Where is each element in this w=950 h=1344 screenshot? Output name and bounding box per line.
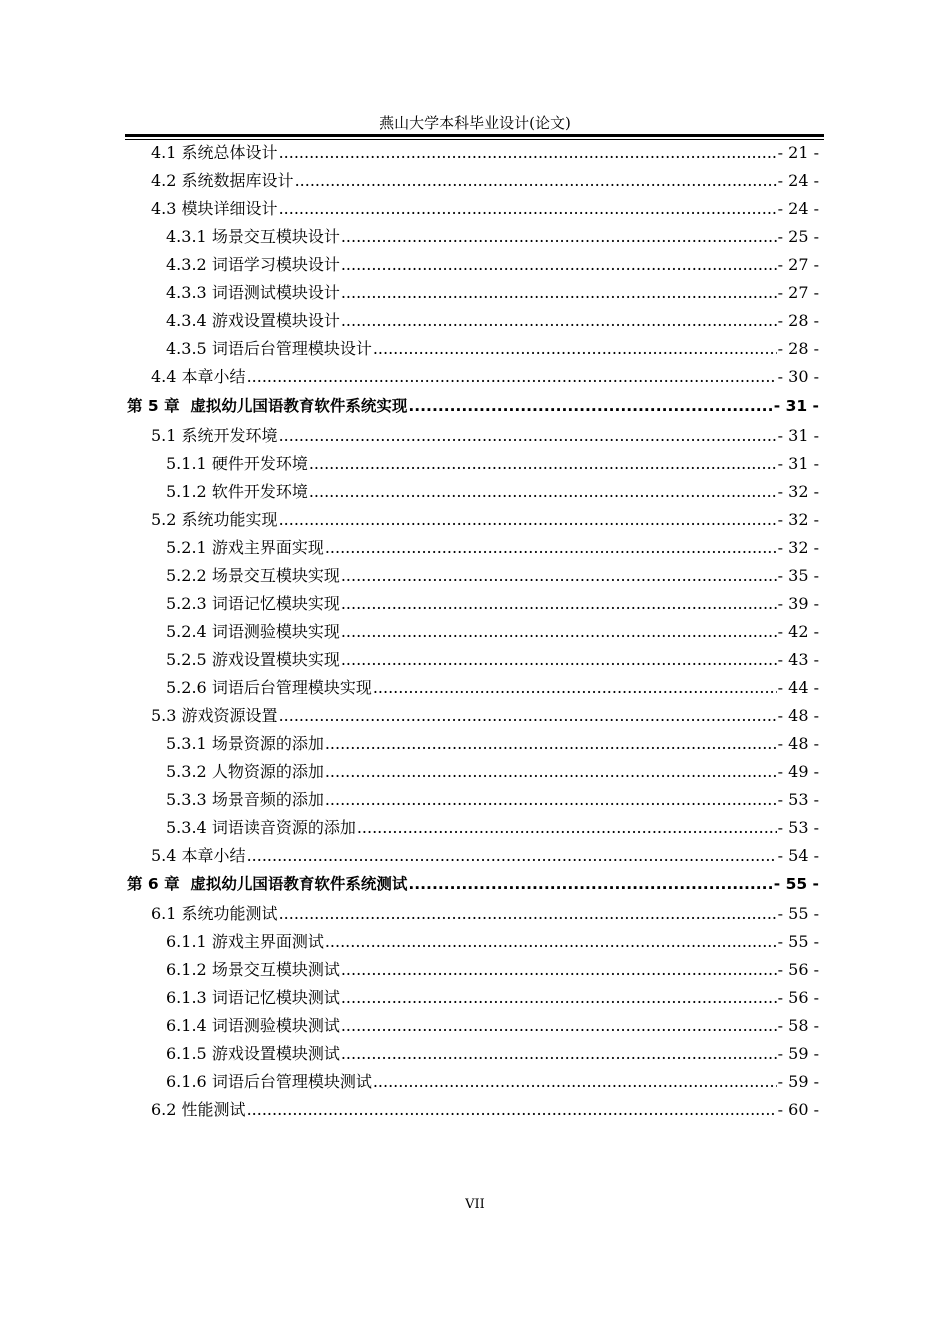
toc-entry[interactable]: [127, 393, 819, 419]
toc-entry-title: 软件开发环境: [211, 482, 308, 501]
toc-entry-number: 6.1.3: [166, 988, 207, 1007]
toc-entry-number: 4.3.1: [166, 227, 207, 246]
toc-entry-number: 6.1.6: [166, 1072, 207, 1091]
toc-entry-number: 5.4: [151, 846, 177, 865]
toc-entry-title: 词语记忆模块测试: [211, 988, 340, 1007]
toc-entry-page: - 60 -: [777, 1100, 819, 1119]
toc-entry-number: 4.2: [151, 171, 177, 190]
toc-entry-title: 系统数据库设计: [181, 171, 294, 190]
toc-leader-dots: [341, 957, 777, 983]
toc-entry-title: 硬件开发环境: [211, 454, 308, 473]
toc-entry-number: 5.2.4: [166, 622, 207, 641]
toc-entry-number: 5.1.1: [166, 454, 207, 473]
toc-entry[interactable]: [151, 843, 819, 869]
toc-entry-page: - 54 -: [777, 846, 819, 865]
toc-entry-title: 场景资源的添加: [211, 734, 324, 753]
toc-entry-title: 词语测试模块设计: [211, 283, 340, 302]
toc-leader-dots: [325, 535, 777, 561]
toc-leader-dots: [341, 647, 777, 673]
toc-leader-dots: [295, 168, 777, 194]
toc-entry[interactable]: [151, 423, 819, 449]
toc-entry-page: - 24 -: [777, 171, 819, 190]
toc-entry-number: 第 6 章: [127, 875, 180, 893]
toc-entry[interactable]: [127, 871, 819, 897]
toc-entry[interactable]: [151, 196, 819, 222]
toc-entry-page: - 27 -: [777, 255, 819, 274]
toc-entry-number: 5.3.4: [166, 818, 207, 837]
toc-entry-number: 5.2.6: [166, 678, 207, 697]
page-header-title: 燕山大学本科毕业设计(论文): [379, 114, 571, 132]
toc-entry-page: - 56 -: [777, 960, 819, 979]
toc-entry-title: 场景交互模块设计: [211, 227, 340, 246]
toc-entry-title: 系统功能测试: [181, 904, 278, 923]
toc-entry-number: 6.1.4: [166, 1016, 207, 1035]
toc-leader-dots: [408, 871, 772, 897]
toc-entry-page: - 58 -: [777, 1016, 819, 1035]
toc-entry[interactable]: [166, 759, 819, 785]
toc-entry[interactable]: [166, 308, 819, 334]
toc-entry-number: 5.2: [151, 510, 177, 529]
toc-leader-dots: [247, 843, 777, 869]
toc-entry-number: 6.1.5: [166, 1044, 207, 1063]
toc-entry-title: 词语学习模块设计: [211, 255, 340, 274]
toc-entry[interactable]: [166, 787, 819, 813]
toc-entry-title: 词语测验模块实现: [211, 622, 340, 641]
toc-entry-title: 词语记忆模块实现: [211, 594, 340, 613]
toc-entry-number: 4.3.5: [166, 339, 207, 358]
toc-entry-number: 6.2: [151, 1100, 177, 1119]
toc-entry-title: 游戏资源设置: [181, 706, 278, 725]
toc-entry-page: - 32 -: [777, 510, 819, 529]
toc-leader-dots: [341, 280, 777, 306]
toc-entry[interactable]: [166, 535, 819, 561]
toc-entry-number: 5.2.5: [166, 650, 207, 669]
toc-leader-dots: [373, 1069, 777, 1095]
toc-leader-dots: [325, 787, 777, 813]
toc-entry-title: 词语测验模块测试: [211, 1016, 340, 1035]
toc-entry[interactable]: [166, 252, 819, 278]
toc-entry[interactable]: [151, 168, 819, 194]
toc-entry-title: 系统开发环境: [181, 426, 278, 445]
toc-entry[interactable]: [166, 815, 819, 841]
toc-entry-title: 词语后台管理模块实现: [211, 678, 372, 697]
toc-entry-title: 词语读音资源的添加: [211, 818, 356, 837]
toc-entry-title: 人物资源的添加: [211, 762, 324, 781]
toc-entry-page: - 49 -: [777, 762, 819, 781]
header-rule-thick: [125, 134, 824, 137]
toc-leader-dots: [408, 393, 772, 419]
toc-leader-dots: [341, 591, 777, 617]
toc-entry-number: 6.1.1: [166, 932, 207, 951]
toc-leader-dots: [279, 507, 777, 533]
toc-entry-number: 4.3.2: [166, 255, 207, 274]
toc-entry-page: - 53 -: [777, 790, 819, 809]
toc-entry-number: 5.3.2: [166, 762, 207, 781]
toc-entry-page: - 56 -: [777, 988, 819, 1007]
toc-entry-page: - 55 -: [777, 932, 819, 951]
toc-leader-dots: [325, 731, 777, 757]
toc-entry[interactable]: [166, 1069, 819, 1095]
toc-entry-page: - 28 -: [777, 311, 819, 330]
toc-entry[interactable]: [166, 731, 819, 757]
toc-entry-number: 6.1: [151, 904, 177, 923]
toc-entry-title: 游戏设置模块设计: [211, 311, 340, 330]
toc-entry-title: 虚拟幼儿国语教育软件系统测试: [190, 875, 408, 893]
toc-entry-title: 模块详细设计: [181, 199, 278, 218]
toc-entry-title: 系统总体设计: [181, 143, 278, 162]
toc-entry-title: 场景交互模块实现: [211, 566, 340, 585]
toc-leader-dots: [341, 224, 777, 250]
toc-entry-title: 词语后台管理模块设计: [211, 339, 372, 358]
toc-entry-page: - 39 -: [777, 594, 819, 613]
toc-entry-page: - 42 -: [777, 622, 819, 641]
toc-entry-page: - 32 -: [777, 538, 819, 557]
toc-entry-page: - 43 -: [777, 650, 819, 669]
toc-entry-title: 场景音频的添加: [211, 790, 324, 809]
toc-entry-page: - 31 -: [773, 397, 819, 415]
toc-entry-page: - 53 -: [777, 818, 819, 837]
toc-entry-number: 5.2.3: [166, 594, 207, 613]
toc-entry[interactable]: [151, 140, 819, 166]
toc-entry-number: 第 5 章: [127, 397, 180, 415]
toc-entry-page: - 48 -: [777, 734, 819, 753]
toc-leader-dots: [309, 451, 777, 477]
toc-entry[interactable]: [166, 336, 819, 362]
toc-entry-page: - 21 -: [777, 143, 819, 162]
toc-entry-title: 词语后台管理模块测试: [211, 1072, 372, 1091]
toc-entry-number: 6.1.2: [166, 960, 207, 979]
toc-leader-dots: [247, 364, 777, 390]
toc-leader-dots: [341, 1013, 777, 1039]
toc-entry-title: 场景交互模块测试: [211, 960, 340, 979]
toc-entry[interactable]: [166, 479, 819, 505]
page-number: VII: [465, 1197, 485, 1212]
toc-entry-title: 性能测试: [181, 1100, 246, 1119]
toc-entry-page: - 44 -: [777, 678, 819, 697]
toc-entry-number: 4.4: [151, 367, 177, 386]
toc-entry[interactable]: [166, 619, 819, 645]
toc-entry-number: 5.1: [151, 426, 177, 445]
toc-entry[interactable]: [166, 647, 819, 673]
toc-entry-title: 本章小结: [181, 367, 246, 386]
toc-entry[interactable]: [166, 957, 819, 983]
toc-leader-dots: [341, 619, 777, 645]
toc-entry[interactable]: [166, 591, 819, 617]
toc-entry-page: - 55 -: [777, 904, 819, 923]
toc-entry-page: - 48 -: [777, 706, 819, 725]
toc-entry[interactable]: [151, 901, 819, 927]
toc-entry[interactable]: [151, 1097, 819, 1123]
toc-entry-title: 游戏主界面测试: [211, 932, 324, 951]
toc-entry-page: - 24 -: [777, 199, 819, 218]
toc-entry-page: - 28 -: [777, 339, 819, 358]
toc-entry-number: 5.3.1: [166, 734, 207, 753]
toc-entry[interactable]: [166, 280, 819, 306]
toc-entry-number: 4.3: [151, 199, 177, 218]
toc-entry-number: 5.2.1: [166, 538, 207, 557]
toc-entry[interactable]: [166, 1013, 819, 1039]
toc-entry-title: 虚拟幼儿国语教育软件系统实现: [190, 397, 408, 415]
toc-leader-dots: [279, 140, 777, 166]
toc-leader-dots: [279, 901, 777, 927]
toc-leader-dots: [341, 563, 777, 589]
toc-leader-dots: [325, 759, 777, 785]
toc-leader-dots: [373, 336, 777, 362]
toc-entry[interactable]: [166, 929, 819, 955]
toc-entry[interactable]: [151, 364, 819, 390]
toc-entry[interactable]: [151, 507, 819, 533]
toc-entry-page: - 59 -: [777, 1072, 819, 1091]
toc-entry-title: 系统功能实现: [181, 510, 278, 529]
toc-leader-dots: [279, 423, 777, 449]
toc-leader-dots: [341, 1041, 777, 1067]
toc-entry[interactable]: [151, 703, 819, 729]
toc-entry-page: - 30 -: [777, 367, 819, 386]
toc-leader-dots: [373, 675, 777, 701]
toc-entry-number: 5.3: [151, 706, 177, 725]
toc-leader-dots: [325, 929, 777, 955]
toc-leader-dots: [341, 985, 777, 1011]
toc-leader-dots: [341, 308, 777, 334]
toc-entry-title: 游戏设置模块测试: [211, 1044, 340, 1063]
toc-entry-number: 5.1.2: [166, 482, 207, 501]
toc-leader-dots: [247, 1097, 777, 1123]
toc-entry-title: 游戏设置模块实现: [211, 650, 340, 669]
toc-entry[interactable]: [166, 1041, 819, 1067]
toc-entry-page: - 35 -: [777, 566, 819, 585]
toc-leader-dots: [309, 479, 777, 505]
toc-entry[interactable]: [166, 985, 819, 1011]
toc-entry-number: 5.3.3: [166, 790, 207, 809]
toc-entry-page: - 31 -: [777, 454, 819, 473]
toc-entry-number: 4.3.4: [166, 311, 207, 330]
toc-entry-page: - 55 -: [773, 875, 819, 893]
toc-entry-title: 本章小结: [181, 846, 246, 865]
toc-entry[interactable]: [166, 563, 819, 589]
toc-entry-title: 游戏主界面实现: [211, 538, 324, 557]
toc-entry-number: 4.3.3: [166, 283, 207, 302]
toc-entry-number: 4.1: [151, 143, 177, 162]
toc-leader-dots: [341, 252, 777, 278]
toc-entry-page: - 25 -: [777, 227, 819, 246]
toc-entry-page: - 59 -: [777, 1044, 819, 1063]
toc-entry-page: - 27 -: [777, 283, 819, 302]
toc-entry-number: 5.2.2: [166, 566, 207, 585]
toc-leader-dots: [357, 815, 777, 841]
toc-leader-dots: [279, 703, 777, 729]
toc-entry[interactable]: [166, 451, 819, 477]
toc-leader-dots: [279, 196, 777, 222]
toc-entry[interactable]: [166, 675, 819, 701]
toc-entry-page: - 32 -: [777, 482, 819, 501]
toc-entry-page: - 31 -: [777, 426, 819, 445]
toc-entry[interactable]: [166, 224, 819, 250]
